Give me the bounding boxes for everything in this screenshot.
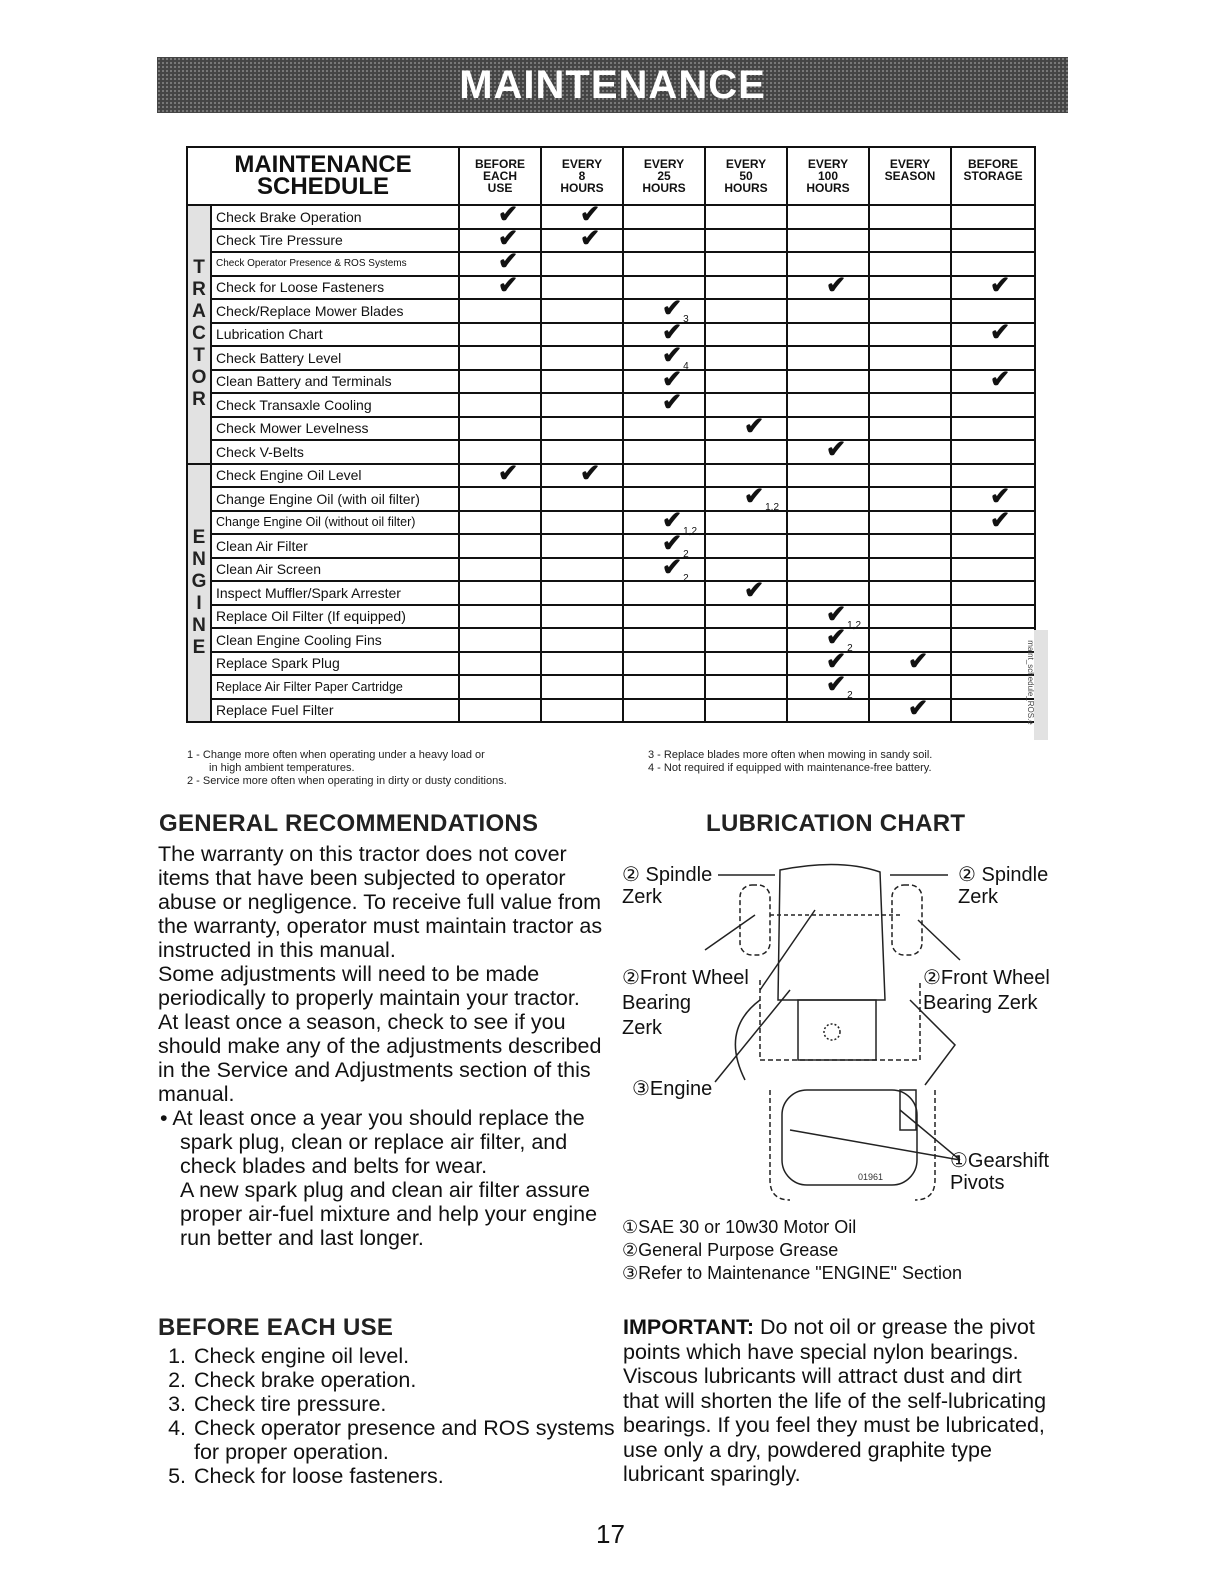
schedule-cell — [541, 299, 623, 323]
column-header-line: HOURS — [806, 181, 850, 195]
schedule-cell — [541, 652, 623, 676]
rear-wheel-left — [770, 1090, 790, 1200]
table-row — [187, 370, 1035, 394]
schedule-cell — [541, 558, 623, 582]
task-label: Check for Loose Fasteners — [211, 276, 459, 300]
column-header — [705, 147, 787, 205]
check-mark-icon: $✔_{1,2}$ — [662, 506, 698, 537]
schedule-cell — [869, 647, 951, 676]
label-engine: ③Engine — [632, 1078, 713, 1100]
schedule-cell — [787, 299, 869, 323]
schedule-cell — [623, 675, 705, 699]
schedule-cell — [787, 558, 869, 582]
schedule-cell — [787, 534, 869, 558]
column-header-line: HOURS — [724, 181, 768, 195]
table-row — [187, 487, 1035, 511]
table-row — [187, 323, 1035, 347]
table-row — [187, 276, 1035, 300]
column-header-line: STORAGE — [963, 169, 1023, 183]
schedule-cell — [459, 323, 541, 347]
column-header-line: BEFORE — [968, 157, 1019, 171]
tractor-group-label: T R A C T O R — [187, 205, 211, 464]
check-mark-icon: ✔ — [498, 271, 519, 299]
schedule-cell — [705, 205, 787, 229]
column-header-line: EVERY — [889, 157, 931, 171]
schedule-cell — [623, 464, 705, 488]
general-recommendations-body — [158, 842, 603, 1250]
schedule-cell — [541, 459, 623, 488]
figure-code: 01961 — [858, 1172, 884, 1182]
schedule-cell — [787, 393, 869, 417]
legend-item: ③Refer to Maintenance "ENGINE" Section — [622, 1263, 963, 1283]
schedule-cell — [541, 224, 623, 253]
schedule-cell — [705, 699, 787, 723]
schedule-cell — [869, 558, 951, 582]
schedule-cell — [541, 675, 623, 699]
schedule-cell — [705, 276, 787, 300]
rear-body — [782, 1090, 917, 1185]
check-mark-icon: ✔ — [990, 365, 1011, 393]
schedule-cell — [869, 534, 951, 558]
schedule-cell — [869, 276, 951, 300]
banner-title: MAINTENANCE — [459, 62, 766, 107]
table-row — [187, 346, 1035, 370]
legend-item: ①SAE 30 or 10w30 Motor Oil — [622, 1217, 857, 1237]
footnote-4: 4 - Not required if equipped with maintenance-free battery. — [648, 762, 932, 774]
schedule-cell — [541, 699, 623, 723]
schedule-cell — [869, 346, 951, 370]
task-label: Check Brake Operation — [211, 205, 459, 229]
schedule-cell — [623, 440, 705, 464]
schedule-cell — [951, 393, 1035, 417]
schedule-cell — [951, 605, 1035, 629]
important-text: Do not oil or grease the pivot points which have special nylon bearings. Viscous lubricants will attract dust and dirt that will shorten the life of the self-lubricating bearings. If you feel they must be lubricated, use only a dry, powdered graphite type lubricant sparingly. — [623, 1315, 1047, 1486]
schedule-cell — [459, 699, 541, 723]
check-mark-icon: ✔ — [498, 459, 519, 487]
lubrication-chart-heading: LUBRICATION CHART — [706, 810, 966, 837]
column-header-line: HOURS — [560, 181, 604, 195]
schedule-cell — [705, 577, 787, 605]
column-header-line: EACH — [483, 169, 518, 183]
check-mark-icon: $✔_3$ — [662, 295, 689, 325]
list-item: 2. Check brake operation. — [192, 1368, 632, 1392]
front-wheel-left — [740, 885, 770, 955]
list-item: 5. Check for loose fasteners. — [192, 1464, 632, 1488]
task-label: Check V-Belts — [211, 440, 459, 464]
column-header — [541, 147, 623, 205]
list-item: 1. Check engine oil level. — [192, 1344, 632, 1368]
schedule-cell — [869, 252, 951, 276]
schedule-cell — [787, 323, 869, 347]
schedule-cell — [623, 205, 705, 229]
task-label: Replace Oil Filter (If equipped) — [211, 605, 459, 629]
check-mark-icon: $✔_2$ — [826, 671, 853, 701]
schedule-cell — [705, 675, 787, 699]
schedule-cell — [541, 534, 623, 558]
schedule-cell — [951, 558, 1035, 582]
schedule-cell — [951, 205, 1035, 229]
schedule-cell — [623, 553, 705, 584]
task-label: Check Battery Level — [211, 346, 459, 370]
task-label: Replace Air Filter Paper Cartridge — [211, 675, 459, 699]
task-label: Check/Replace Mower Blades — [211, 299, 459, 323]
schedule-cell — [541, 605, 623, 629]
schedule-cell — [541, 581, 623, 605]
footnotes-right — [648, 749, 1068, 775]
schedule-cell — [459, 581, 541, 605]
column-header-line: EVERY — [561, 157, 603, 171]
schedule-cell — [869, 370, 951, 394]
schedule-cell — [787, 229, 869, 253]
schedule-cell — [951, 652, 1035, 676]
task-label: Replace Spark Plug — [211, 652, 459, 676]
task-label: Change Engine Oil (without oil filter) — [211, 511, 459, 535]
schedule-cell — [705, 252, 787, 276]
schedule-cell — [869, 581, 951, 605]
schedule-cell — [459, 605, 541, 629]
table-row — [187, 511, 1035, 535]
table-row — [187, 299, 1035, 323]
schedule-cell — [541, 252, 623, 276]
general-paragraph-1: The warranty on this tractor does not cover items that have been subjected to operator abuse or negligence. To receive full value from the warranty, operator must maintain tractor as instructed in this manual. — [158, 842, 603, 962]
general-bullet: • At least once a year you should replace the spark plug, clean or replace air filter, and check blades and belts for wear. — [160, 1106, 585, 1178]
schedule-cell — [705, 299, 787, 323]
footnote-2: 2 - Service more often when operating in dirty or dusty conditions. — [187, 775, 507, 787]
task-label: Lubrication Chart — [211, 323, 459, 347]
schedule-cell — [705, 605, 787, 629]
page-number: 17 — [596, 1519, 625, 1549]
schedule-cell — [787, 699, 869, 723]
schedule-cell — [869, 205, 951, 229]
schedule-header-row — [187, 147, 1035, 205]
table-row — [187, 581, 1035, 605]
schedule-cell — [869, 417, 951, 441]
schedule-cell — [951, 534, 1035, 558]
task-label: Check Mower Levelness — [211, 417, 459, 441]
schedule-cell — [787, 671, 869, 701]
column-header-line: 8 — [578, 169, 586, 183]
table-row — [187, 205, 1035, 229]
check-mark-icon: $✔_{1,2}$ — [826, 600, 862, 631]
schedule-cell — [869, 323, 951, 347]
schedule-cell — [869, 694, 951, 723]
general-recommendations-heading: GENERAL RECOMMENDATIONS — [159, 810, 539, 837]
column-header — [459, 147, 541, 205]
check-mark-icon: ✔ — [498, 248, 519, 275]
check-mark-icon: ✔ — [908, 647, 929, 675]
task-label: Check Tire Pressure — [211, 229, 459, 253]
schedule-cell — [705, 511, 787, 535]
task-label: Clean Battery and Terminals — [211, 370, 459, 394]
schedule-cell — [787, 511, 869, 535]
check-mark-icon: ✔ — [990, 483, 1011, 510]
maintenance-schedule-table — [186, 146, 1036, 723]
schedule-cell — [459, 675, 541, 699]
column-header-line: 100 — [818, 169, 839, 183]
check-mark-icon: $✔_2$ — [662, 553, 689, 584]
schedule-cell — [541, 487, 623, 511]
task-label: Clean Air Filter — [211, 534, 459, 558]
schedule-cell — [869, 487, 951, 511]
schedule-cell — [787, 346, 869, 370]
table-row — [187, 229, 1035, 253]
front-wheel-right — [892, 885, 922, 955]
tractor-frame — [760, 980, 920, 1060]
important-label: IMPORTANT: — [623, 1315, 754, 1339]
schedule-cell — [459, 534, 541, 558]
list-item: 3. Check tire pressure. — [192, 1392, 632, 1416]
schedule-cell — [787, 205, 869, 229]
lubrication-legend — [622, 1216, 962, 1285]
column-header-line: EVERY — [643, 157, 685, 171]
schedule-cell — [541, 628, 623, 652]
column-header-line: EVERY — [725, 157, 767, 171]
engine-block — [798, 1000, 876, 1060]
schedule-cell — [459, 511, 541, 535]
engine-group-label: E N G I N E — [187, 464, 211, 723]
footnotes-left — [187, 749, 617, 788]
schedule-cell — [541, 511, 623, 535]
column-header-line: HOURS — [642, 181, 686, 195]
schedule-cell — [951, 365, 1035, 394]
side-code-strip — [1025, 630, 1048, 740]
check-mark-icon: $✔_4$ — [662, 342, 689, 372]
check-mark-icon: ✔ — [498, 224, 519, 252]
label-front-wheel-left: ②Front Wheel Bearing Zerk — [622, 967, 749, 1039]
schedule-cell — [869, 464, 951, 488]
label-spindle-left: ② Spindle Zerk — [622, 864, 713, 908]
schedule-title — [187, 147, 459, 205]
check-mark-icon: $✔_{1,2}$ — [744, 483, 780, 513]
schedule-cell — [623, 389, 705, 417]
schedule-cell — [459, 652, 541, 676]
column-header-line: BEFORE — [475, 157, 526, 171]
schedule-cell — [541, 276, 623, 300]
schedule-cell — [459, 487, 541, 511]
schedule-cell — [869, 393, 951, 417]
column-header-line: 50 — [739, 169, 753, 183]
schedule-cell — [951, 581, 1035, 605]
footnote-1: 1 - Change more often when operating under a heavy load or — [187, 749, 485, 761]
schedule-title-line2: SCHEDULE — [257, 173, 390, 200]
schedule-cell — [623, 229, 705, 253]
table-row — [187, 605, 1035, 629]
schedule-cell — [459, 459, 541, 488]
schedule-cell — [623, 628, 705, 652]
schedule-cell — [705, 652, 787, 676]
table-row — [187, 417, 1035, 441]
schedule-cell — [787, 487, 869, 511]
schedule-cell — [705, 346, 787, 370]
column-header — [951, 147, 1035, 205]
column-header-line: SEASON — [884, 169, 936, 183]
footnote-1-cont: in high ambient temperatures. — [209, 762, 355, 774]
schedule-cell — [951, 440, 1035, 464]
label-gearshift: ①Gearshift Pivots — [950, 1150, 1050, 1194]
schedule-cell — [623, 252, 705, 276]
schedule-cell — [623, 652, 705, 676]
schedule-title-line1: MAINTENANCE — [234, 151, 412, 178]
schedule-cell — [869, 440, 951, 464]
before-each-use-heading: BEFORE EACH USE — [158, 1314, 394, 1341]
task-label: Change Engine Oil (with oil filter) — [211, 487, 459, 511]
schedule-cell — [623, 699, 705, 723]
legend-item: ②General Purpose Grease — [622, 1240, 839, 1260]
schedule-cell — [623, 605, 705, 629]
schedule-cell — [951, 628, 1035, 652]
schedule-cell — [623, 417, 705, 441]
schedule-cell — [705, 323, 787, 347]
check-mark-icon: ✔ — [826, 271, 847, 299]
schedule-cell — [459, 558, 541, 582]
table-row — [187, 252, 1035, 276]
footnote-3: 3 - Replace blades more often when mowing in sandy soil. — [648, 749, 933, 761]
check-mark-icon: ✔ — [908, 694, 929, 722]
schedule-cell — [459, 417, 541, 441]
task-label: Replace Fuel Filter — [211, 699, 459, 723]
schedule-cell — [787, 370, 869, 394]
check-mark-icon: ✔ — [498, 201, 519, 228]
task-label: Check Engine Oil Level — [211, 464, 459, 488]
column-header-line: USE — [487, 181, 513, 195]
check-mark-icon: ✔ — [990, 506, 1011, 534]
schedule-cell — [459, 299, 541, 323]
check-mark-icon: ✔ — [990, 271, 1011, 299]
schedule-cell — [787, 271, 869, 300]
tractor-hood — [778, 864, 885, 1000]
before-each-use-list — [160, 1344, 632, 1488]
schedule-cell — [951, 675, 1035, 699]
column-header-line: EVERY — [807, 157, 849, 171]
rear-wheel-right — [915, 1090, 935, 1200]
check-mark-icon: ✔ — [744, 577, 765, 604]
schedule-cell — [869, 299, 951, 323]
important-note — [623, 1315, 1063, 1487]
label-front-wheel-right: ②Front Wheel Bearing Zerk — [923, 967, 1050, 1014]
schedule-cell — [705, 412, 787, 441]
schedule-cell — [705, 628, 787, 652]
column-header — [623, 147, 705, 205]
schedule-cell — [623, 581, 705, 605]
task-label: Inspect Muffler/Spark Arrester — [211, 581, 459, 605]
schedule-cell — [869, 605, 951, 629]
schedule-cell — [541, 346, 623, 370]
schedule-cell — [787, 464, 869, 488]
check-mark-icon: ✔ — [826, 647, 847, 675]
column-header — [787, 147, 869, 205]
check-mark-icon: ✔ — [580, 459, 601, 487]
schedule-cell — [459, 271, 541, 300]
general-paragraph-2: Some adjustments will need to be made periodically to properly maintain your tractor. — [158, 962, 580, 1010]
schedule-cell — [541, 323, 623, 347]
schedule-cell — [869, 511, 951, 535]
table-row — [187, 699, 1035, 723]
leader-spindle-right-2 — [918, 920, 960, 960]
label-spindle-right: ② Spindle Zerk — [958, 864, 1049, 908]
table-row — [187, 652, 1035, 676]
schedule-cell — [541, 417, 623, 441]
column-header-line — [870, 182, 950, 194]
check-mark-icon: ✔ — [744, 412, 765, 440]
table-row — [187, 558, 1035, 582]
side-code: maint_schedule_ROS.e — [1025, 640, 1035, 725]
task-label: Clean Engine Cooling Fins — [211, 628, 459, 652]
check-mark-icon: ✔ — [580, 201, 601, 228]
column-header-line: 25 — [657, 169, 671, 183]
leader-spindle-left-2 — [705, 915, 755, 950]
list-item: 4. Check operator presence and ROS systems for proper operation. — [192, 1416, 632, 1464]
check-mark-icon: ✔ — [826, 436, 847, 463]
table-row — [187, 464, 1035, 488]
schedule-cell — [705, 370, 787, 394]
schedule-cell — [541, 393, 623, 417]
schedule-cell — [951, 506, 1035, 535]
general-bullet-cont: A new spark plug and clean air filter assure proper air-fuel mixture and help your engine run better and last longer. — [180, 1178, 598, 1250]
schedule-cell — [951, 318, 1035, 347]
engine-cap-icon — [824, 1024, 840, 1040]
schedule-cell — [459, 346, 541, 370]
task-label: Check Transaxle Cooling — [211, 393, 459, 417]
check-mark-icon: ✔ — [580, 224, 601, 252]
check-mark-icon: $✔_2$ — [662, 530, 689, 560]
task-label: Check Operator Presence & ROS Systems — [211, 252, 459, 276]
general-paragraph-3: At least once a season, check to see if you should make any of the adjustments described in the Service and Adjustments section of this manual. — [158, 1010, 602, 1106]
schedule-cell — [459, 393, 541, 417]
column-header — [869, 147, 951, 205]
schedule-cell — [951, 417, 1035, 441]
check-mark-icon: ✔ — [662, 365, 683, 393]
maintenance-banner — [157, 57, 1068, 113]
schedule-cell — [459, 628, 541, 652]
schedule-cell — [705, 534, 787, 558]
schedule-cell — [705, 483, 787, 513]
schedule-cell — [869, 229, 951, 253]
check-mark-icon: ✔ — [662, 389, 683, 416]
column-header-line — [952, 182, 1034, 194]
table-row — [187, 393, 1035, 417]
schedule-cell — [705, 229, 787, 253]
schedule-cell — [951, 271, 1035, 300]
schedule-cell — [787, 436, 869, 464]
schedule-cell — [951, 699, 1035, 723]
check-mark-icon: $✔_2$ — [826, 624, 853, 654]
schedule-cell — [705, 440, 787, 464]
check-mark-icon: ✔ — [990, 318, 1011, 346]
task-label: Clean Air Screen — [211, 558, 459, 582]
schedule-cell — [459, 370, 541, 394]
schedule-cell — [951, 229, 1035, 253]
check-mark-icon: ✔ — [662, 318, 683, 346]
table-row — [187, 440, 1035, 464]
table-row — [187, 534, 1035, 558]
schedule-cell — [541, 370, 623, 394]
leader-front-wheel-left — [760, 910, 815, 990]
